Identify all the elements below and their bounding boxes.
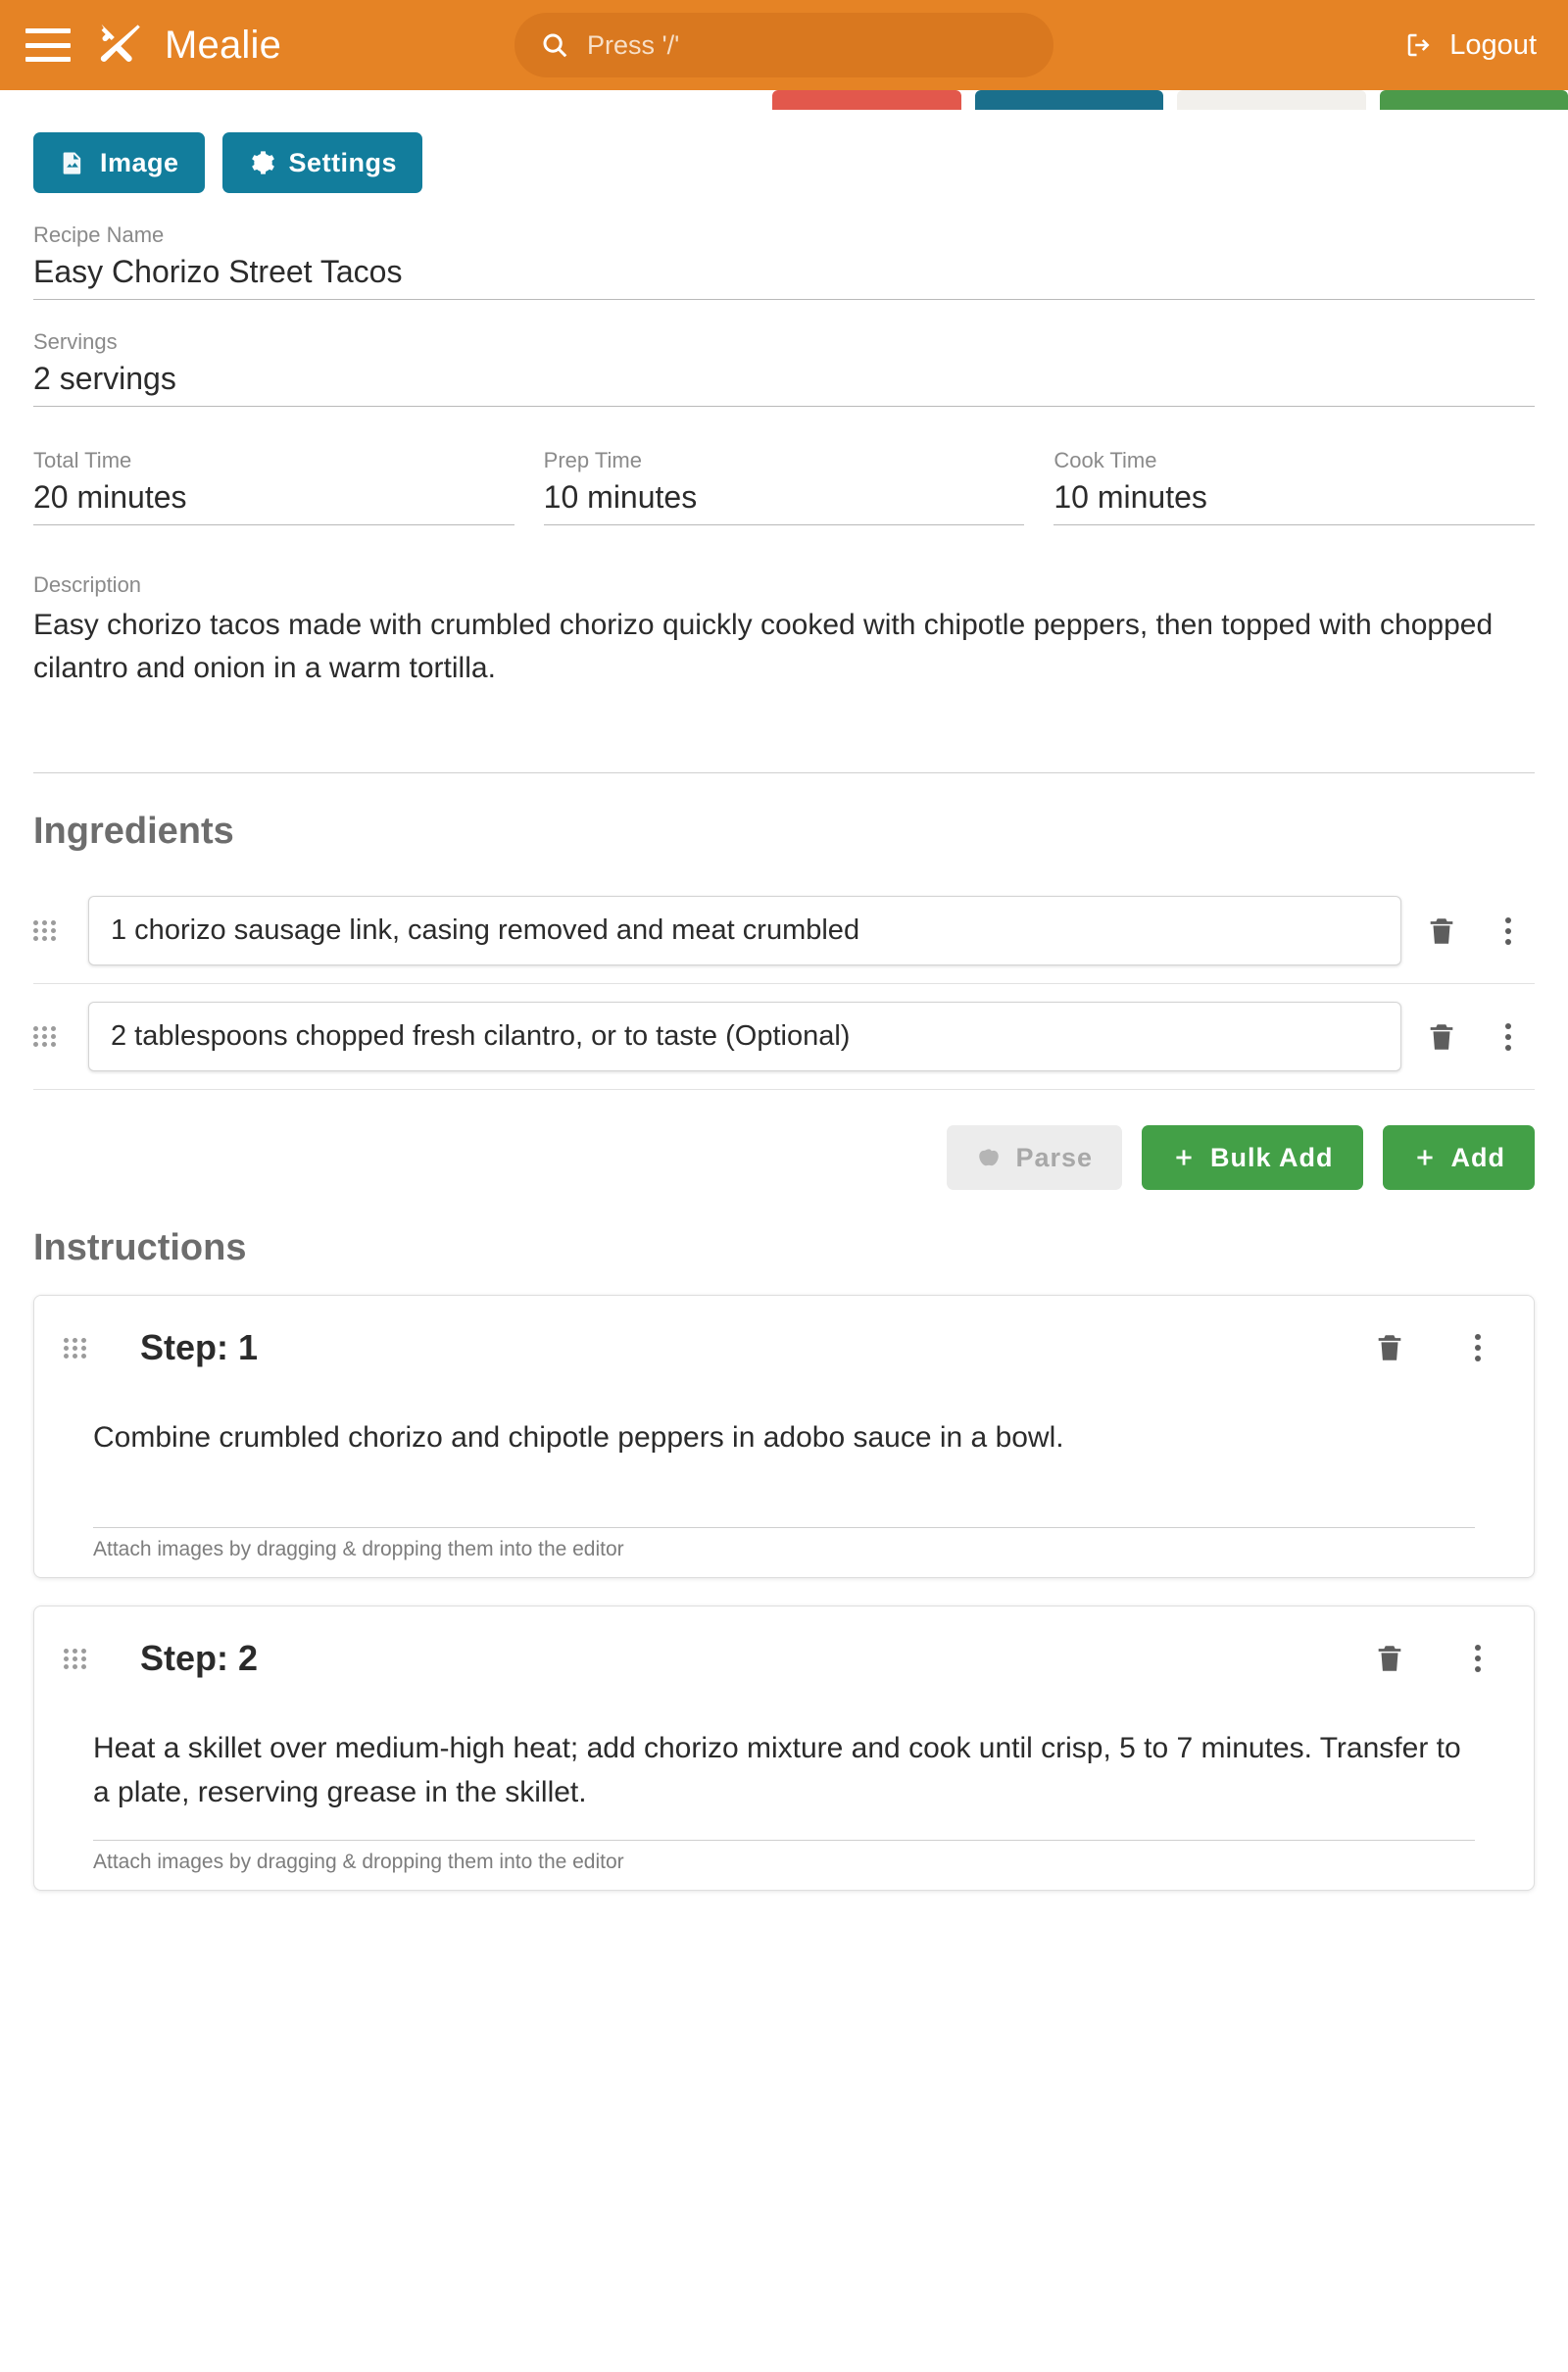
- parse-button[interactable]: [947, 1125, 1122, 1190]
- logout-label: Logout: [1449, 28, 1537, 61]
- brand-title: Mealie: [165, 23, 282, 67]
- prep-time-value[interactable]: 10 minutes: [544, 479, 1025, 525]
- instructions-heading: Instructions: [33, 1227, 247, 1268]
- description-value[interactable]: Easy chorizo tacos made with crumbled chorizo quickly cooked with chipotle peppers, then topped with chopped cilantro and onion in a warm tortilla.: [33, 609, 1494, 685]
- step-title: Step: 2: [140, 1638, 259, 1678]
- kebab-menu-icon[interactable]: [1482, 1011, 1535, 1063]
- bulk-add-button[interactable]: [1142, 1125, 1363, 1190]
- attach-images-hint: Attach images by dragging & dropping them into the editor: [93, 1840, 1475, 1874]
- step-text[interactable]: Combine crumbled chorizo and chipotle peppers in adobo sauce in a bowl.: [93, 1421, 1064, 1454]
- recipe-name-field[interactable]: [33, 222, 1535, 300]
- trash-icon[interactable]: [1415, 1011, 1468, 1063]
- step-header: [64, 1632, 1504, 1685]
- drag-handle-icon[interactable]: [33, 920, 67, 941]
- app-bar: [0, 0, 1568, 90]
- step-title: Step: 1: [140, 1327, 259, 1367]
- instruction-step-card: [33, 1295, 1535, 1578]
- ingredient-actions: [33, 1125, 1535, 1190]
- editor-toolbar: [33, 90, 1535, 193]
- plus-icon: [1171, 1145, 1197, 1170]
- image-button-label: Image: [100, 147, 179, 177]
- attach-images-hint: Attach images by dragging & dropping them into the editor: [93, 1527, 1475, 1561]
- editor-content: [0, 90, 1568, 1891]
- trash-icon[interactable]: [1363, 1632, 1416, 1685]
- prep-time-label: Prep Time: [543, 448, 642, 472]
- trash-icon[interactable]: [1363, 1321, 1416, 1374]
- servings-value[interactable]: 2 servings: [33, 361, 1535, 407]
- recipe-name-value[interactable]: Easy Chorizo Street Tacos: [33, 254, 1535, 300]
- kebab-menu-icon[interactable]: [1482, 905, 1535, 958]
- cook-time-value[interactable]: 10 minutes: [1054, 479, 1535, 525]
- ingredients-heading: Ingredients: [33, 811, 234, 852]
- hamburger-icon[interactable]: [25, 28, 71, 62]
- drag-handle-icon[interactable]: [64, 1338, 97, 1359]
- plus-icon: [1412, 1145, 1438, 1170]
- ingredient-input[interactable]: 2 tablespoons chopped fresh cilantro, or to taste (Optional): [88, 1002, 1401, 1071]
- ingredient-input[interactable]: 1 chorizo sausage link, casing removed and meat crumbled: [88, 896, 1401, 965]
- cook-time-label: Cook Time: [1054, 448, 1157, 472]
- total-time-label: Total Time: [33, 448, 132, 472]
- total-time-value[interactable]: 20 minutes: [33, 479, 514, 525]
- image-icon: [59, 149, 86, 176]
- cook-time-field[interactable]: [1054, 448, 1535, 525]
- step-header: [64, 1321, 1504, 1374]
- kebab-menu-icon[interactable]: [1451, 1632, 1504, 1685]
- recipe-name-label: Recipe Name: [33, 222, 165, 247]
- trash-icon[interactable]: [1415, 905, 1468, 958]
- drag-handle-icon[interactable]: [64, 1649, 97, 1669]
- fork-knife-icon[interactable]: [94, 20, 145, 71]
- drag-handle-icon[interactable]: [33, 1026, 67, 1047]
- logout-button[interactable]: [1404, 29, 1537, 62]
- divider: [33, 772, 1535, 773]
- description-field[interactable]: [33, 572, 1535, 761]
- logout-icon: [1404, 30, 1434, 60]
- description-label: Description: [33, 572, 142, 597]
- image-button[interactable]: [33, 132, 205, 193]
- search-placeholder: Press '/': [587, 29, 680, 60]
- servings-field[interactable]: [33, 329, 1535, 407]
- step-text[interactable]: Heat a skillet over medium-high heat; add chorizo mixture and cook until crisp, 5 to 7 minutes. Transfer to a plate, reserving grease in the skillet.: [93, 1732, 1461, 1808]
- settings-button-label: Settings: [288, 147, 398, 177]
- time-fields: [33, 448, 1535, 525]
- instruction-step-card: [33, 1606, 1535, 1891]
- ingredient-row: [33, 878, 1535, 984]
- parse-button-label: Parse: [1015, 1142, 1094, 1172]
- ingredient-row: [33, 984, 1535, 1090]
- settings-button[interactable]: [222, 132, 423, 193]
- search-icon: [540, 30, 569, 60]
- bulk-add-label: Bulk Add: [1210, 1142, 1334, 1172]
- parse-icon: [976, 1145, 1002, 1170]
- search-input[interactable]: [514, 13, 1054, 77]
- add-label: Add: [1450, 1142, 1505, 1172]
- servings-label: Servings: [33, 329, 118, 354]
- gear-icon: [248, 149, 275, 176]
- add-ingredient-button[interactable]: [1383, 1125, 1535, 1190]
- total-time-field[interactable]: [33, 448, 514, 525]
- kebab-menu-icon[interactable]: [1451, 1321, 1504, 1374]
- prep-time-field[interactable]: [544, 448, 1025, 525]
